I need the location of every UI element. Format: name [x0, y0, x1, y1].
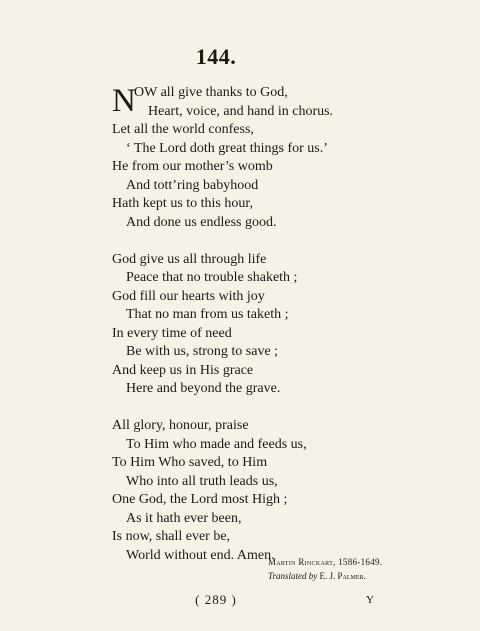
poem-line: Here and beyond the grave.	[126, 381, 281, 396]
poem-line: And keep us in His grace	[112, 362, 254, 378]
poem-line: In every time of need	[112, 325, 232, 341]
poem-line: Be with us, strong to save ;	[126, 344, 279, 359]
hymn-text	[112, 84, 333, 584]
poem-line: World without end. Amen.	[126, 547, 275, 563]
poem-line: That no man from us taketh ;	[126, 307, 289, 322]
poem-line: He from our mother’s womb	[112, 159, 273, 174]
poem-line: One God, the Lord most High ;	[112, 492, 288, 507]
first-line-text: OW all give thanks to God,	[134, 85, 288, 100]
poem-line: To Him Who saved, to Him	[112, 455, 268, 470]
poem-line: Hath kept us to this hour,	[112, 196, 253, 211]
stanza-2	[112, 251, 333, 399]
translated-by-label: Translated by	[268, 571, 318, 581]
poem-line: Peace that no trouble shaketh ;	[126, 270, 298, 285]
poem-line: God fill our hearts with joy	[112, 288, 265, 304]
stanza-3	[112, 417, 333, 565]
poem-line: Who into all truth leads us,	[126, 473, 278, 489]
poem-line: Heart, voice, and hand in chorus.	[148, 103, 334, 119]
poem-line: God give us all through life	[112, 251, 267, 267]
drop-cap-letter: N	[112, 83, 136, 119]
author-credit: Martin Rinckart, 1586-1649.	[268, 557, 383, 567]
page-number: ( 289 )	[195, 592, 237, 607]
poem-line: As it hath ever been,	[126, 510, 242, 526]
poem-line: All glory, honour, praise	[112, 418, 249, 433]
poem-line: Is now, shall ever be,	[112, 529, 231, 544]
stanza-1	[112, 84, 333, 232]
poem-line: And done us endless good.	[126, 214, 277, 230]
translator-credit	[268, 569, 382, 583]
attribution	[268, 555, 382, 583]
poem-line: To Him who made and feeds us,	[126, 436, 307, 452]
poem-line: Let all the world confess,	[112, 122, 254, 137]
translator-name: E. J. Palmer.	[319, 571, 366, 581]
poem-line: And tott’ring babyhood	[126, 177, 259, 193]
hymn-number: 144.	[195, 44, 237, 69]
poem-line: ‘ The Lord doth great things for us.’	[126, 140, 328, 156]
signature-mark: Y	[366, 594, 374, 606]
